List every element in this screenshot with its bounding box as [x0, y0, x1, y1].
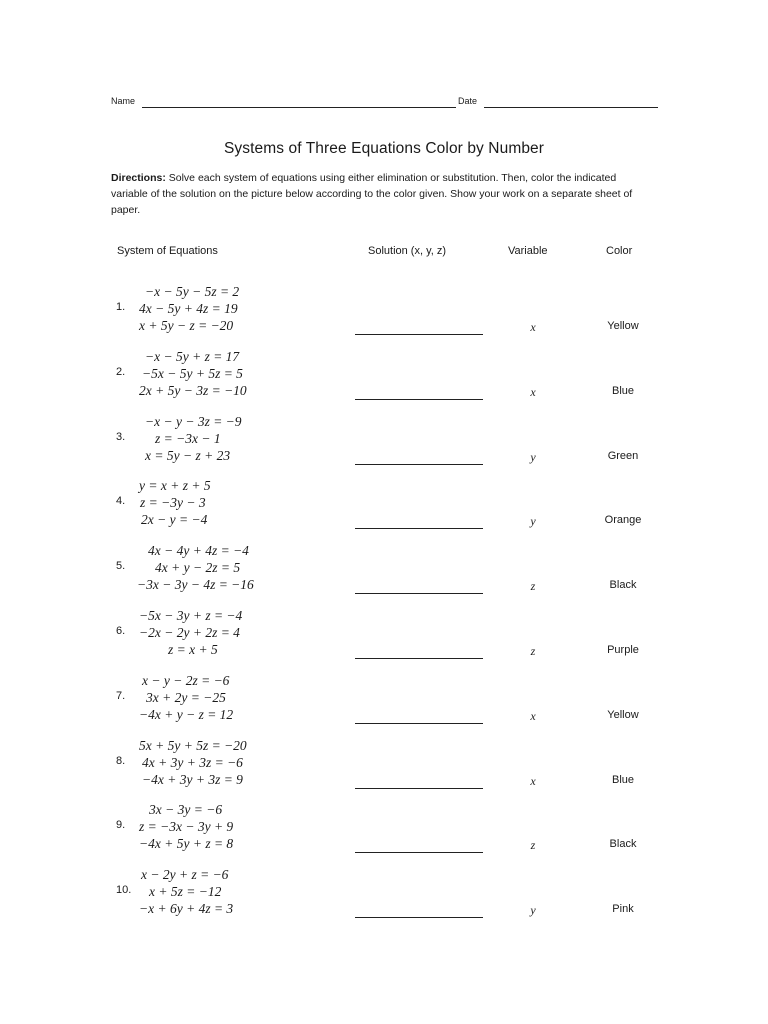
color-cell: Black — [609, 579, 637, 592]
equation: x + 5z = −12 — [149, 884, 222, 900]
equation: 5x + 5y + 5z = −20 — [139, 737, 247, 753]
color-cell: Blue — [611, 384, 635, 397]
equation: −x − y − 3z = −9 — [145, 413, 242, 429]
solution-blank[interactable] — [355, 593, 483, 594]
equation: 2x − y = −4 — [141, 512, 208, 528]
equation: 4x + y − 2z = 5 — [155, 560, 241, 576]
equation: −4x + y − z = 12 — [139, 706, 234, 722]
solution-blank[interactable] — [355, 788, 483, 789]
variable-cell: x — [530, 384, 536, 399]
solution-blank[interactable] — [355, 399, 483, 400]
variable-cell: y — [530, 903, 536, 918]
equation: y = x + z + 5 — [139, 478, 211, 494]
equation: −2x − 2y + 2z = 4 — [139, 625, 240, 640]
equation: 2x + 5y − 3z = −10 — [139, 382, 247, 398]
color-cell: Pink — [612, 903, 634, 916]
variable-cell: x — [530, 320, 536, 334]
equation: −4x + 5y + z = 8 — [139, 836, 234, 852]
equation: −4x + 3y + 3z = 9 — [142, 771, 243, 787]
equation: −x − 5y + z = 17 — [145, 348, 240, 364]
equation: −x − 5y − 5z = 2 — [145, 284, 240, 299]
solution-blank[interactable] — [355, 658, 483, 659]
color-cell: Yellow — [607, 320, 639, 332]
solution-blank[interactable] — [355, 723, 483, 724]
column-header-color: Color — [606, 245, 633, 257]
directions-label: Directions: — [111, 172, 166, 184]
column-header-system: System of Equations — [117, 245, 218, 257]
equation: −5x − 5y + 5z = 5 — [142, 365, 243, 381]
column-header-variable: Variable — [508, 245, 548, 257]
problem-number: 6. — [116, 625, 126, 637]
color-cell: Blue — [611, 773, 635, 786]
problem-number: 4. — [116, 495, 126, 508]
problem-number: 9. — [116, 819, 126, 832]
equation: x + 5y − z = −20 — [139, 318, 234, 333]
color-cell: Orange — [604, 514, 642, 527]
equation: 4x + 3y + 3z = −6 — [142, 754, 243, 770]
variable-cell: x — [530, 708, 536, 723]
problem-number: 3. — [116, 430, 126, 443]
equation: −3x − 3y − 4z = −16 — [137, 577, 254, 593]
directions — [111, 170, 651, 218]
equation: x − 2y + z = −6 — [141, 867, 229, 883]
problem-number: 7. — [116, 689, 126, 702]
variable-cell: x — [530, 773, 536, 788]
solution-blank[interactable] — [355, 852, 483, 853]
equation: z = −3x − 1 — [155, 430, 221, 446]
equation: 3x + 2y = −25 — [146, 689, 226, 705]
problem-number: 5. — [116, 560, 126, 573]
color-cell: Green — [607, 449, 639, 462]
name-field[interactable] — [142, 107, 456, 108]
directions-text: Solve each system of equations using either elimination or substitution. Then, color the indicated variable of the solution on the picture below according to the color given. Show your work on a separate sheet of paper. — [111, 172, 633, 216]
equation: 4x − 5y + 4z = 19 — [139, 301, 238, 316]
variable-cell: z — [530, 644, 536, 658]
variable-cell: y — [530, 514, 536, 529]
equation: −5x − 3y + z = −4 — [139, 608, 243, 623]
column-header-solution: Solution (x, y, z) — [368, 245, 447, 257]
equation: z = x + 5 — [168, 642, 218, 657]
color-cell: Yellow — [607, 708, 639, 721]
problem-number: 2. — [116, 365, 126, 378]
solution-blank[interactable] — [355, 464, 483, 465]
equation: −x + 6y + 4z = 3 — [139, 901, 234, 917]
equation: 4x − 4y + 4z = −4 — [148, 543, 249, 559]
problem-number: 10. — [116, 884, 132, 897]
problem-number: 1. — [116, 301, 126, 313]
variable-cell: z — [530, 579, 536, 594]
solution-blank[interactable] — [355, 917, 483, 918]
variable-cell: y — [530, 449, 536, 464]
problem-number: 8. — [116, 754, 126, 767]
solution-blank[interactable] — [355, 528, 483, 529]
equation: z = −3y − 3 — [140, 495, 206, 511]
page-title: Systems of Three Equations Color by Number — [223, 140, 545, 157]
equation: x − y − 2z = −6 — [142, 672, 230, 688]
variable-cell: z — [530, 838, 536, 853]
date-label: Date — [458, 96, 478, 106]
color-cell: Black — [609, 838, 637, 851]
color-cell: Purple — [607, 644, 639, 656]
equation: z = −3x − 3y + 9 — [139, 819, 234, 835]
solution-blank[interactable] — [355, 334, 483, 335]
equation: 3x − 3y = −6 — [149, 802, 223, 818]
date-field[interactable] — [484, 107, 658, 108]
equation: x = 5y − z + 23 — [145, 447, 231, 463]
name-label: Name — [111, 96, 136, 106]
